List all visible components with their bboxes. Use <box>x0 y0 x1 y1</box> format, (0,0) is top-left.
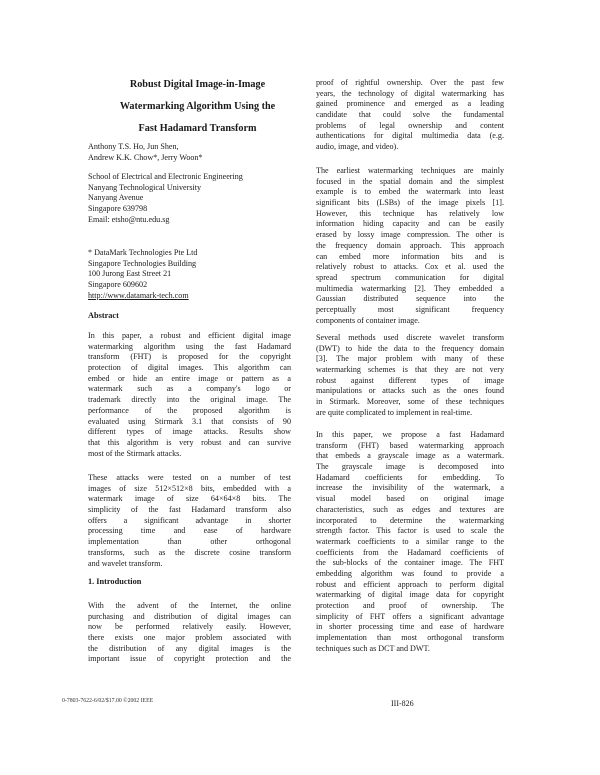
text-line: most of the Stirmark attacks. <box>88 448 182 458</box>
text-line: strength factor. This factor is used to scale the <box>316 526 504 536</box>
text-line: These attacks were tested on a number of test <box>88 473 291 482</box>
text-line: robust and efficient approach to perform digital <box>316 579 504 589</box>
paper-title-line: Robust Digital Image-in-Image <box>129 79 266 90</box>
text-line: simplicity of the fast Hadamard transform also <box>88 505 291 515</box>
text-line: 100 Jurong East Street 21 <box>88 269 172 279</box>
text-line: purchasing and distribution of digital images can <box>88 611 291 621</box>
text-line: different types of image attacks. Results show <box>88 427 291 437</box>
abstract-heading: Abstract <box>88 311 119 320</box>
text-line: components of container image. <box>316 315 420 325</box>
text-line: can embed more information bits and is <box>316 251 504 261</box>
text-line: there exists one major problem associated with <box>88 633 291 643</box>
text-line: relatively robust to attacks. Cox et al. used the <box>316 262 504 272</box>
text-line: important issue of copyright protection and the <box>88 654 291 664</box>
text-line: coefficients from the Hadamard coefficients of <box>316 547 504 557</box>
text-line: watermark image of size 64×64×8 bits. The <box>88 494 291 504</box>
text-line: Singapore 639798 <box>88 204 148 214</box>
text-line: and wavelet transform. <box>88 558 163 568</box>
introduction-heading: 1. Introduction <box>88 577 142 586</box>
text-line: multimedia watermarking [2]. They embedded a <box>316 283 504 293</box>
text-line: characteristics, such as edges and textures are <box>316 504 504 514</box>
authors <box>88 142 291 163</box>
text-line: watermark such as a company's logo or <box>88 384 291 394</box>
text-line: watermark coefficients to a similar range to the <box>316 536 504 546</box>
text-line: now be performed relatively easily. However, <box>88 622 291 632</box>
company-affiliation <box>88 248 291 291</box>
text-line: evaluated using Stirmark 3.1 that consists of 90 <box>88 416 291 426</box>
text-line: offers a significant advantage in shorter <box>88 515 291 525</box>
text-line: images of size 512×512×8 bits, embedded with a <box>88 483 291 493</box>
email[interactable]: Email: etsho@ntu.edu.sg <box>88 215 170 224</box>
text-line: Singapore Technologies Building <box>88 258 197 268</box>
text-line: proof of rightful ownership. Over the past few <box>316 78 504 87</box>
text-line: watermarking of digital image data for copyright <box>316 590 504 600</box>
text-line: authentications for digital multimedia data (e.g. <box>316 131 504 141</box>
text-line: perceptually most significant frequency <box>316 304 504 314</box>
text-line: that this algorithm is very robust and can survive <box>88 437 291 447</box>
affiliation <box>88 172 291 215</box>
page-number: III-826 <box>391 699 414 708</box>
text-line: Hadamard coefficients for embedding. To <box>316 472 504 482</box>
text-line: Singapore 609602 <box>88 280 148 290</box>
text-line: protection of digital images. This algorithm can <box>88 363 291 373</box>
text-line: watermarking schemes is that they are not very <box>316 365 504 375</box>
text-line: significant bits (LSBs) of the image pixels [1]. <box>316 198 504 208</box>
paper-title-line: Watermarking Algorithm Using the <box>119 101 276 112</box>
text-line: The grayscale image is decomposed into <box>316 462 504 472</box>
text-line: Andrew K.K. Chow*, Jerry Woon* <box>88 152 203 162</box>
text-line: focused in the spatial domain and the simplest <box>316 176 504 186</box>
text-line: gained prominence and emerged as a leading <box>316 99 504 109</box>
text-line: robust against different types of image <box>316 375 504 385</box>
text-line: Gaussian distributed sequence into the <box>316 294 504 304</box>
text-line: candidate that could solve the fundamental <box>316 110 504 120</box>
text-line: the frequency domain approach. This approach <box>316 240 504 250</box>
text-line: Several methods used discrete wavelet transform <box>316 333 504 342</box>
text-line: Nanyang Avenue <box>88 193 144 203</box>
text-line: simplicity of FHT offers a significant advantage <box>316 611 504 621</box>
text-line: However, this technique has relatively low <box>316 208 504 218</box>
text-line: information hiding capacity and can be easily <box>316 219 504 229</box>
text-line: watermarking algorithm using the fast Hadamard <box>88 341 291 351</box>
abstract-paragraph <box>88 473 291 569</box>
text-line: spread spectrum communication for digital <box>316 272 504 282</box>
text-line: The earliest watermarking techniques are mainly <box>316 166 504 175</box>
text-line: implementation than most orthogonal transform <box>316 633 504 643</box>
text-line: embedding algorithm was found to provide a <box>316 568 504 578</box>
introduction-paragraph <box>88 601 291 665</box>
text-line: implementation than other orthogonal <box>88 537 291 547</box>
text-line: transforms, such as the discrete cosine transform <box>88 547 291 557</box>
abstract-paragraph <box>88 331 291 459</box>
text-line: performance of the proposed algorithm is <box>88 405 291 415</box>
text-line: (DWT) to hide the data to the frequency domain <box>316 343 504 353</box>
text-line: processing time and ease of hardware <box>88 526 291 536</box>
text-line: in shorter processing time and ease of hardware <box>316 622 504 632</box>
text-line: Nanyang Technological University <box>88 182 202 192</box>
body-paragraph <box>316 430 504 654</box>
text-line: Anthony T.S. Ho, Jun Shen, <box>88 142 179 151</box>
text-line: techniques such as DCT and DWT. <box>316 643 430 653</box>
text-line: [3]. The major problem with many of these <box>316 354 504 364</box>
text-line: School of Electrical and Electronic Engineering <box>88 172 243 181</box>
text-line: the sub-blocks of the container image. The FHT <box>316 558 504 568</box>
text-line: years, the technology of digital watermarking has <box>316 88 504 98</box>
text-line: In this paper, we propose a fast Hadamard <box>316 430 504 439</box>
text-line: problems of legal ownership and content <box>316 120 504 130</box>
text-line: With the advent of the Internet, the online <box>88 601 291 610</box>
body-paragraph <box>316 78 504 153</box>
text-line: trademark directly into the original image. The <box>88 395 291 405</box>
text-line: example is to embed the watermark into least <box>316 187 504 197</box>
text-line: audio, image, and video). <box>316 142 399 152</box>
text-line: incorporated to determine the watermarking <box>316 515 504 525</box>
text-line: erased by lossy image compression. The other is <box>316 230 504 240</box>
body-paragraph <box>316 333 504 419</box>
text-line: that embeds a grayscale image as a watermark. <box>316 451 504 461</box>
text-line: protection and proof of ownership. The <box>316 601 504 610</box>
text-line: * DataMark Technologies Pte Ltd <box>88 248 198 257</box>
paper-title-line: Fast Hadamard Transform <box>138 123 257 134</box>
company-url-link[interactable]: http://www.datamark-tech.com <box>88 291 189 300</box>
body-paragraph <box>316 166 504 326</box>
text-line: in Stirmark. Moreover, some of these techniques <box>316 397 504 407</box>
copyright-footer: 0-7803-7622-6/02/$17.00 ©2002 IEEE <box>62 698 154 704</box>
text-line: the distribution of any digital images is the <box>88 643 291 653</box>
text-line: increase the invisibility of the watermark, a <box>316 483 504 493</box>
text-line: transform (FHT) based watermarking approach <box>316 440 504 450</box>
text-line: are quite complicated to implement in real-time. <box>316 407 473 417</box>
text-line: visual model based on original image <box>316 494 504 504</box>
text-line: manipulations or attacks such as the ones found <box>316 386 504 396</box>
text-line: embed or hide an entire image or pattern as a <box>88 373 291 383</box>
text-line: transform (FHT) is proposed for the copyright <box>88 352 291 362</box>
text-line: In this paper, a robust and efficient digital image <box>88 331 291 340</box>
